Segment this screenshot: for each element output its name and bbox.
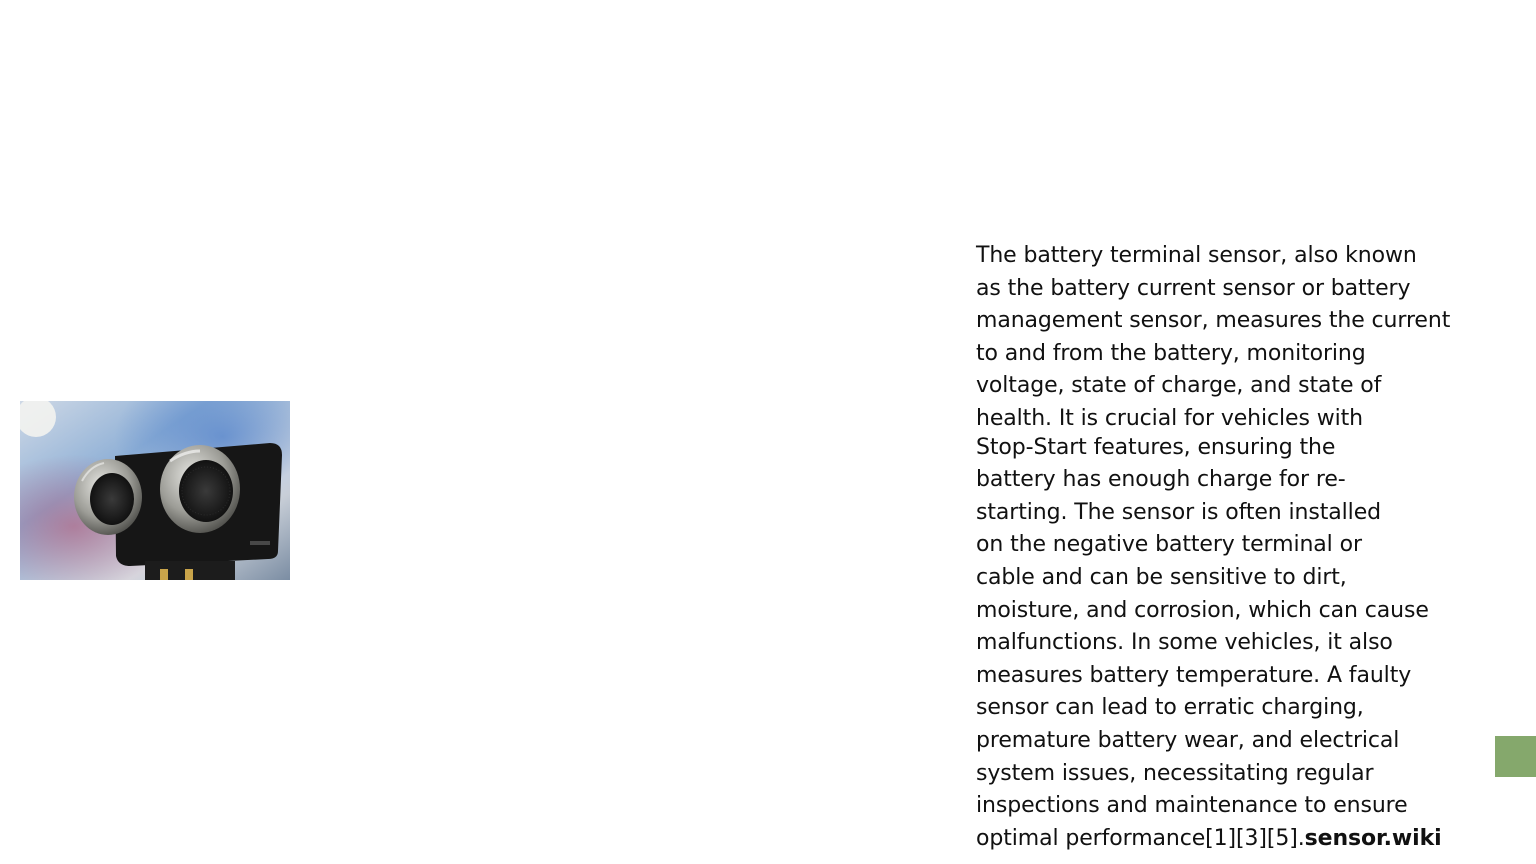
text-line: voltage, state of charge, and state of xyxy=(976,373,1382,399)
text-line: to and from the battery, monitoring xyxy=(976,340,1366,366)
text-line: as the battery current sensor or battery xyxy=(976,275,1411,301)
text-line: system issues, necessitating regular xyxy=(976,760,1374,786)
source-link[interactable]: sensor.wiki xyxy=(1304,825,1442,851)
text-line: measures battery temperature. A faulty xyxy=(976,662,1412,688)
sensor-photo xyxy=(20,401,290,580)
text-line: The battery terminal sensor, also known xyxy=(976,243,1417,268)
text-line: premature battery wear, and electrical xyxy=(976,727,1400,753)
text-line: health. It is crucial for vehicles with xyxy=(976,405,1364,431)
text-line: moisture, and corrosion, which can cause xyxy=(976,597,1429,623)
citation-text: optimal performance[1][3][5]. xyxy=(976,825,1305,851)
text-line: on the negative battery terminal or xyxy=(976,532,1362,558)
text-line: malfunctions. In some vehicles, it also xyxy=(976,630,1393,656)
last-line xyxy=(976,823,1486,856)
accent-tab[interactable] xyxy=(1495,736,1536,777)
text-line: cable and can be sensitive to dirt, xyxy=(976,564,1347,590)
text-line: battery has enough charge for re- xyxy=(976,467,1346,493)
text-line: starting. The sensor is often installed xyxy=(976,499,1381,525)
paragraph-1 xyxy=(976,240,1486,436)
text-line: sensor can lead to erratic charging, xyxy=(976,695,1364,721)
text-line: management sensor, measures the current xyxy=(976,308,1451,334)
ultrasonic-sensor-image xyxy=(20,401,290,580)
text-line: Stop-Start features, ensuring the xyxy=(976,434,1336,460)
paragraph-2 xyxy=(976,432,1486,856)
article-text xyxy=(976,240,1486,855)
text-line: inspections and maintenance to ensure xyxy=(976,793,1408,819)
